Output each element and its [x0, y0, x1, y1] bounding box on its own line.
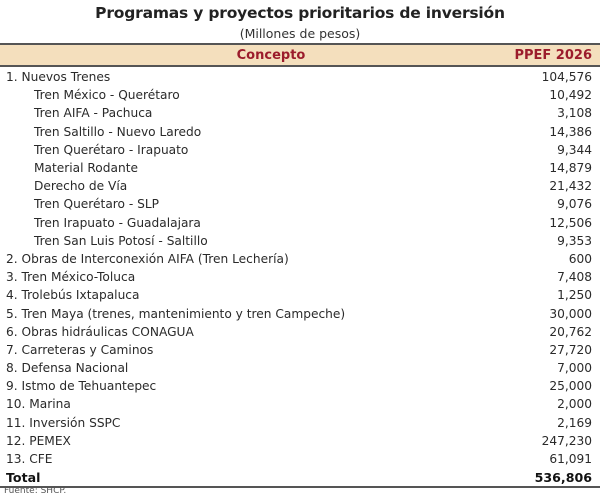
- total-label: Total: [6, 469, 41, 485]
- table-row: [0, 86, 600, 104]
- row-concept: Tren Querétaro - Irapuato: [34, 142, 189, 157]
- row-concept: 13. CFE: [6, 452, 53, 467]
- row-concept: Tren Saltillo - Nuevo Laredo: [34, 124, 202, 139]
- row-value: 104,576: [541, 70, 592, 85]
- row-concept: Tren San Luis Potosí - Saltillo: [34, 233, 208, 248]
- row-value: 2,000: [557, 397, 592, 412]
- row-concept: 8. Defensa Nacional: [6, 361, 129, 376]
- table-row: [0, 432, 600, 450]
- page-subtitle: (Millones de pesos): [239, 26, 361, 41]
- table-row: [0, 250, 600, 268]
- table-header: [0, 43, 600, 67]
- column-header-concepto: Concepto: [236, 47, 306, 63]
- page-title: Programas y proyectos prioritarios de inversión: [95, 4, 505, 22]
- row-concept: Tren Querétaro - SLP: [34, 197, 160, 212]
- row-concept: Material Rodante: [34, 161, 138, 176]
- row-value: 21,432: [549, 179, 592, 194]
- table-row: [0, 414, 600, 432]
- row-value: 27,720: [549, 342, 592, 357]
- row-value: 20,762: [549, 324, 592, 339]
- row-value: 25,000: [549, 379, 592, 394]
- row-value: 9,076: [557, 197, 592, 212]
- row-value: 7,000: [557, 361, 592, 376]
- table-row: [0, 104, 600, 122]
- row-value: 2,169: [557, 415, 592, 430]
- row-value: 14,386: [549, 124, 592, 139]
- table-total-row: [0, 468, 600, 488]
- row-concept: 7. Carreteras y Caminos: [6, 342, 154, 357]
- row-value: 12,506: [549, 215, 592, 230]
- row-concept: 5. Tren Maya (trenes, mantenimiento y tren Campeche): [6, 306, 346, 321]
- row-concept: 9. Istmo de Tehuantepec: [6, 379, 157, 394]
- row-concept: 3. Tren México-Toluca: [6, 270, 136, 285]
- investment-table: [0, 43, 600, 488]
- table-row: [0, 68, 600, 86]
- row-value: 247,230: [541, 433, 592, 448]
- column-header-ppef-2026: PPEF 2026: [514, 47, 592, 63]
- table-row: [0, 232, 600, 250]
- table-row: [0, 195, 600, 213]
- table-row: [0, 177, 600, 195]
- table-row: [0, 268, 600, 286]
- table-row: [0, 377, 600, 395]
- table-row: [0, 159, 600, 177]
- row-concept: Tren México - Querétaro: [34, 88, 180, 103]
- table-row: [0, 286, 600, 304]
- table-row: [0, 123, 600, 141]
- table-row: [0, 359, 600, 377]
- row-concept: 6. Obras hidráulicas CONAGUA: [6, 324, 194, 339]
- row-concept: 1. Nuevos Trenes: [6, 70, 111, 85]
- row-value: 30,000: [549, 306, 592, 321]
- row-concept: 10. Marina: [6, 397, 71, 412]
- table-row: [0, 323, 600, 341]
- table-body: [0, 67, 600, 468]
- row-concept: Derecho de Vía: [34, 179, 128, 194]
- row-concept: 2. Obras de Interconexión AIFA (Tren Lechería): [6, 251, 289, 266]
- row-value: 600: [568, 251, 592, 266]
- table-row: [0, 214, 600, 232]
- row-value: 61,091: [549, 452, 592, 467]
- table-row: [0, 450, 600, 468]
- total-value: 536,806: [534, 469, 592, 485]
- row-concept: Tren AIFA - Pachuca: [34, 106, 153, 121]
- row-concept: 11. Inversión SSPC: [6, 415, 121, 430]
- row-value: 1,250: [557, 288, 592, 303]
- table-row: [0, 141, 600, 159]
- table-row: [0, 341, 600, 359]
- row-concept: 12. PEMEX: [6, 433, 71, 448]
- row-value: 9,353: [557, 233, 592, 248]
- row-value: 14,879: [549, 161, 592, 176]
- row-concept: 4. Trolebús Ixtapaluca: [6, 288, 140, 303]
- row-value: 7,408: [557, 270, 592, 285]
- source-note: Fuente: SHCP.: [4, 486, 67, 496]
- table-row: [0, 304, 600, 322]
- row-value: 10,492: [549, 88, 592, 103]
- row-value: 9,344: [557, 142, 592, 157]
- row-value: 3,108: [557, 106, 592, 121]
- table-row: [0, 395, 600, 413]
- row-concept: Tren Irapuato - Guadalajara: [34, 215, 201, 230]
